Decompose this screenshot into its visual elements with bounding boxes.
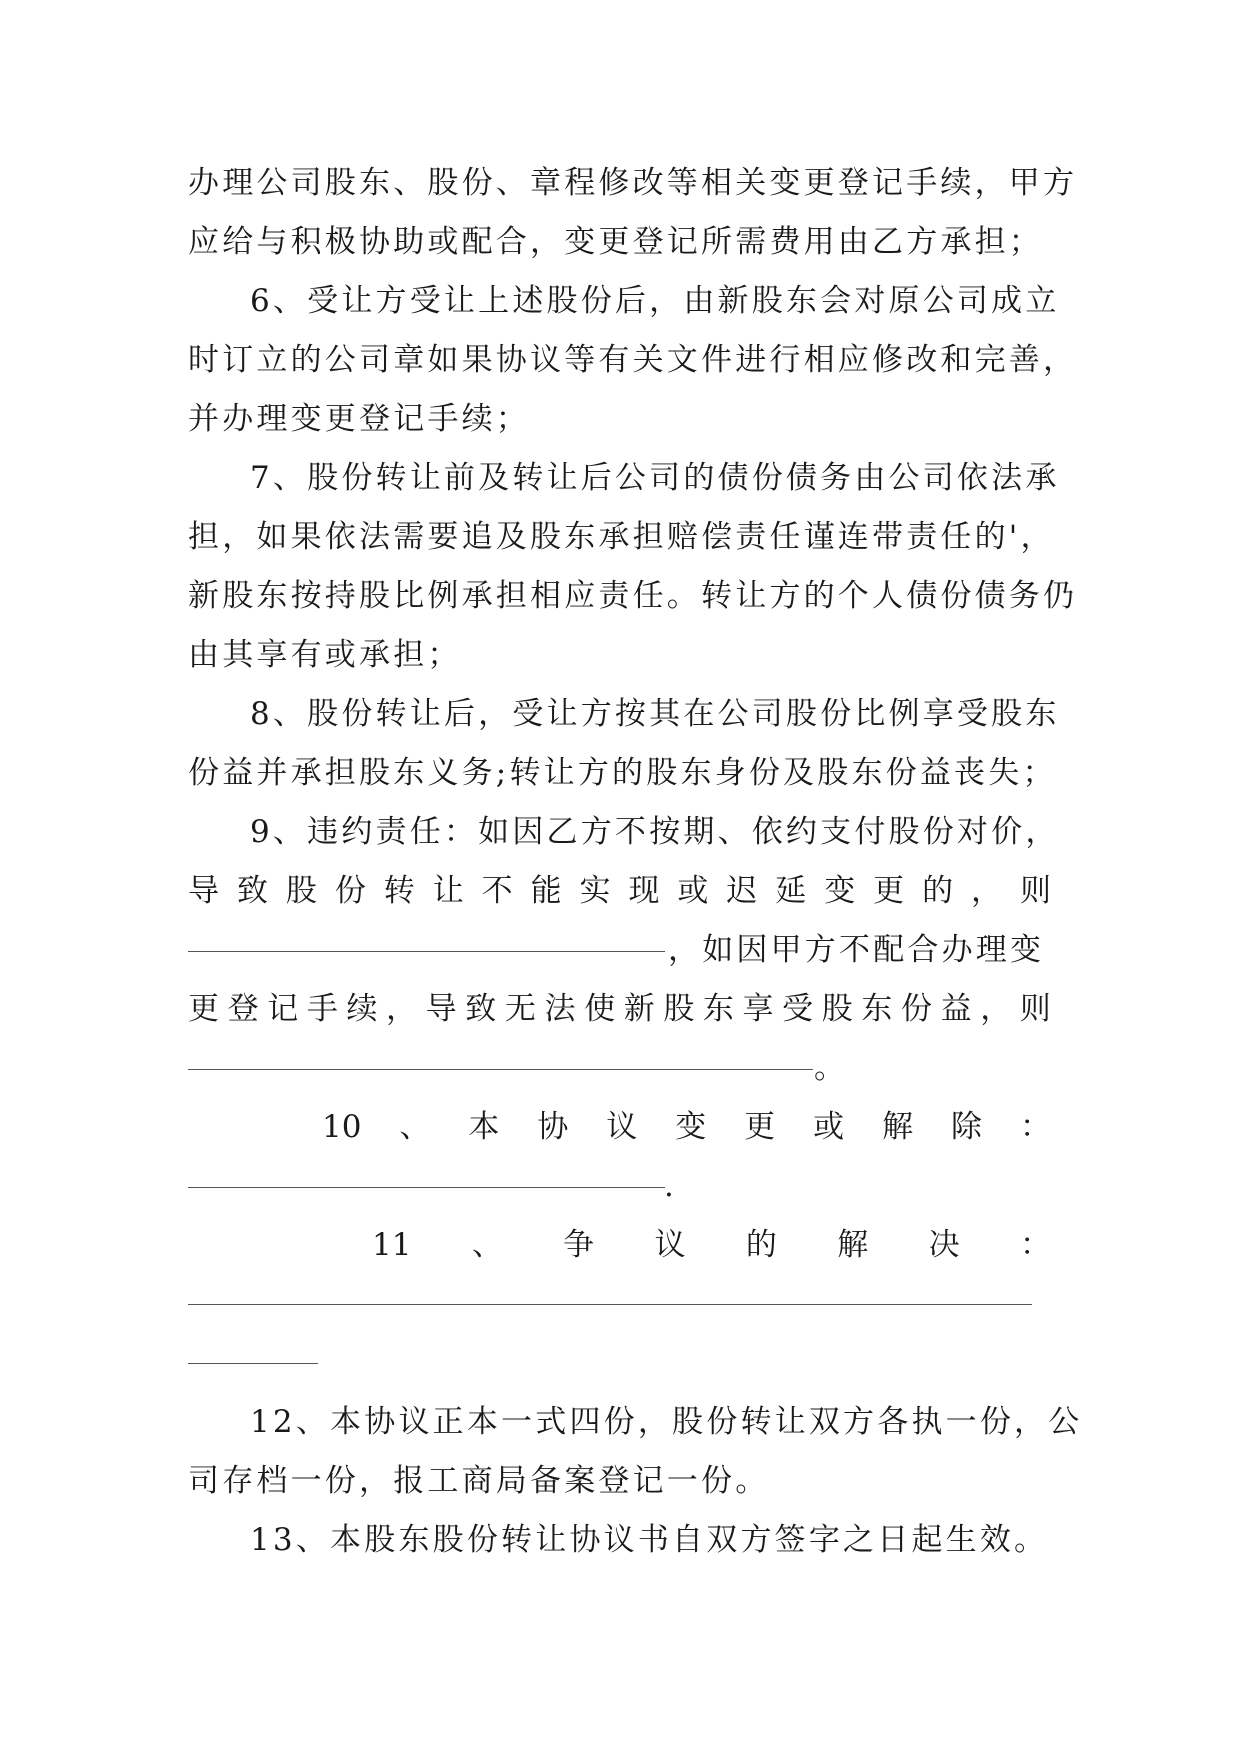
text-line: 担，如果依法需要追及股东承担赔偿责任谨连带责任的'，	[188, 519, 1055, 555]
text-token: 东	[861, 991, 893, 1027]
text-token: 股	[285, 873, 317, 909]
text-token: 现	[628, 873, 660, 909]
text-token: 的	[922, 873, 954, 909]
text-token: 10	[322, 1109, 362, 1145]
text-line: 份益并承担股东义务;转让方的股东身份及股东份益丧失；	[188, 755, 1057, 791]
text-token: 协	[537, 1109, 569, 1145]
text-token: 实	[579, 873, 611, 909]
blank-line	[188, 951, 665, 952]
text-line: 由其享有或承担；	[188, 637, 462, 673]
text-token: 则	[1019, 873, 1051, 909]
text-token: 议	[606, 1109, 638, 1145]
text-token: 除	[951, 1109, 983, 1145]
clause-6-text: 6、受让方受让上述股份后，由新股东会对原公司成立	[250, 283, 1060, 319]
text-line: ，如因甲方不配合办理变	[668, 932, 1045, 968]
text-token: 续	[346, 991, 378, 1027]
text-token: 决	[928, 1227, 960, 1263]
text-token: 致	[465, 991, 497, 1027]
text-token: 、	[399, 1109, 431, 1145]
text-token: 变	[675, 1109, 707, 1145]
text-line: 司存档一份，报工商局备案登记一份。	[188, 1463, 770, 1499]
text-token: 更	[744, 1109, 776, 1145]
text-token: 新	[623, 991, 655, 1027]
text-token: 、	[471, 1227, 503, 1263]
text-token: 或	[813, 1109, 845, 1145]
text-token: 致	[236, 873, 268, 909]
spread-line-b	[188, 989, 1051, 1029]
text-line: .	[664, 1168, 674, 1204]
text-token: 本	[468, 1109, 500, 1145]
text-token: 更	[188, 991, 219, 1027]
text-token: 争	[563, 1227, 595, 1263]
text-token: ，	[980, 991, 1012, 1027]
text-token: 导	[188, 873, 219, 909]
text-token: 11	[372, 1227, 412, 1263]
clause-7-text: 7、股份转让前及转让后公司的债份债务由公司依法承	[250, 460, 1060, 496]
text-token: 股	[821, 991, 853, 1027]
text-token: 让	[432, 873, 464, 909]
text-token: 或	[677, 873, 709, 909]
text-line: 时订立的公司章如果协议等有关文件进行相应修改和完善，	[188, 342, 1078, 378]
text-line: 办理公司股东、股份、章程修改等相关变更登记手续，甲方	[188, 165, 1078, 201]
text-line: 并办理变更登记手续；	[188, 401, 530, 437]
blank-line	[188, 1304, 1032, 1305]
text-token: 东	[702, 991, 734, 1027]
text-token: 转	[383, 873, 415, 909]
text-token: 的	[745, 1227, 777, 1263]
text-line: 应给与积极协助或配合，变更登记所需费用由乙方承担；	[188, 224, 1043, 260]
text-token: 法	[544, 991, 576, 1027]
text-token: 无	[504, 991, 536, 1027]
clause-12-text: 12、本协议正本一式四份，股份转让双方各执一份，公	[250, 1404, 1083, 1440]
clause-11-heading	[372, 1225, 1051, 1265]
text-token: 份	[900, 991, 932, 1027]
text-token: 变	[824, 873, 856, 909]
text-token: ：	[1019, 1227, 1051, 1263]
text-token: 使	[584, 991, 616, 1027]
clause-9-text: 9、违约责任：如因乙方不按期、依约支付股份对价，	[250, 814, 1060, 850]
text-token: 能	[530, 873, 562, 909]
text-token: 享	[742, 991, 774, 1027]
text-token: 受	[782, 991, 814, 1027]
text-token: ，	[971, 873, 1002, 909]
clause-8-text: 8、股份转让后，受让方按其在公司股份比例享受股东	[250, 696, 1060, 732]
blank-line	[188, 1363, 318, 1364]
text-token: 迟	[726, 873, 758, 909]
text-token: 则	[1019, 991, 1051, 1027]
text-line: 。	[814, 1050, 845, 1086]
text-token: 解	[882, 1109, 914, 1145]
text-token: 议	[654, 1227, 686, 1263]
clause-10-heading	[322, 1107, 1051, 1147]
text-token: 股	[663, 991, 695, 1027]
text-token: 解	[837, 1227, 869, 1263]
text-token: 手	[306, 991, 338, 1027]
text-token: 记	[267, 991, 299, 1027]
clause-13-text: 13、本股东股份转让协议书自双方签字之日起生效。	[250, 1522, 1049, 1558]
text-token: ，	[386, 991, 418, 1027]
text-token: 导	[425, 991, 457, 1027]
spread-line-a	[188, 871, 1051, 911]
blank-line	[188, 1187, 665, 1188]
blank-line	[188, 1069, 813, 1070]
text-token: 登	[227, 991, 259, 1027]
text-token: 份	[334, 873, 366, 909]
text-token: 延	[775, 873, 807, 909]
text-token: 益	[940, 991, 972, 1027]
text-token: 不	[481, 873, 513, 909]
text-token: ：	[1019, 1109, 1051, 1145]
text-token: 更	[873, 873, 905, 909]
text-line: 新股东按持股比例承担相应责任。转让方的个人债份债务仍	[188, 578, 1078, 614]
